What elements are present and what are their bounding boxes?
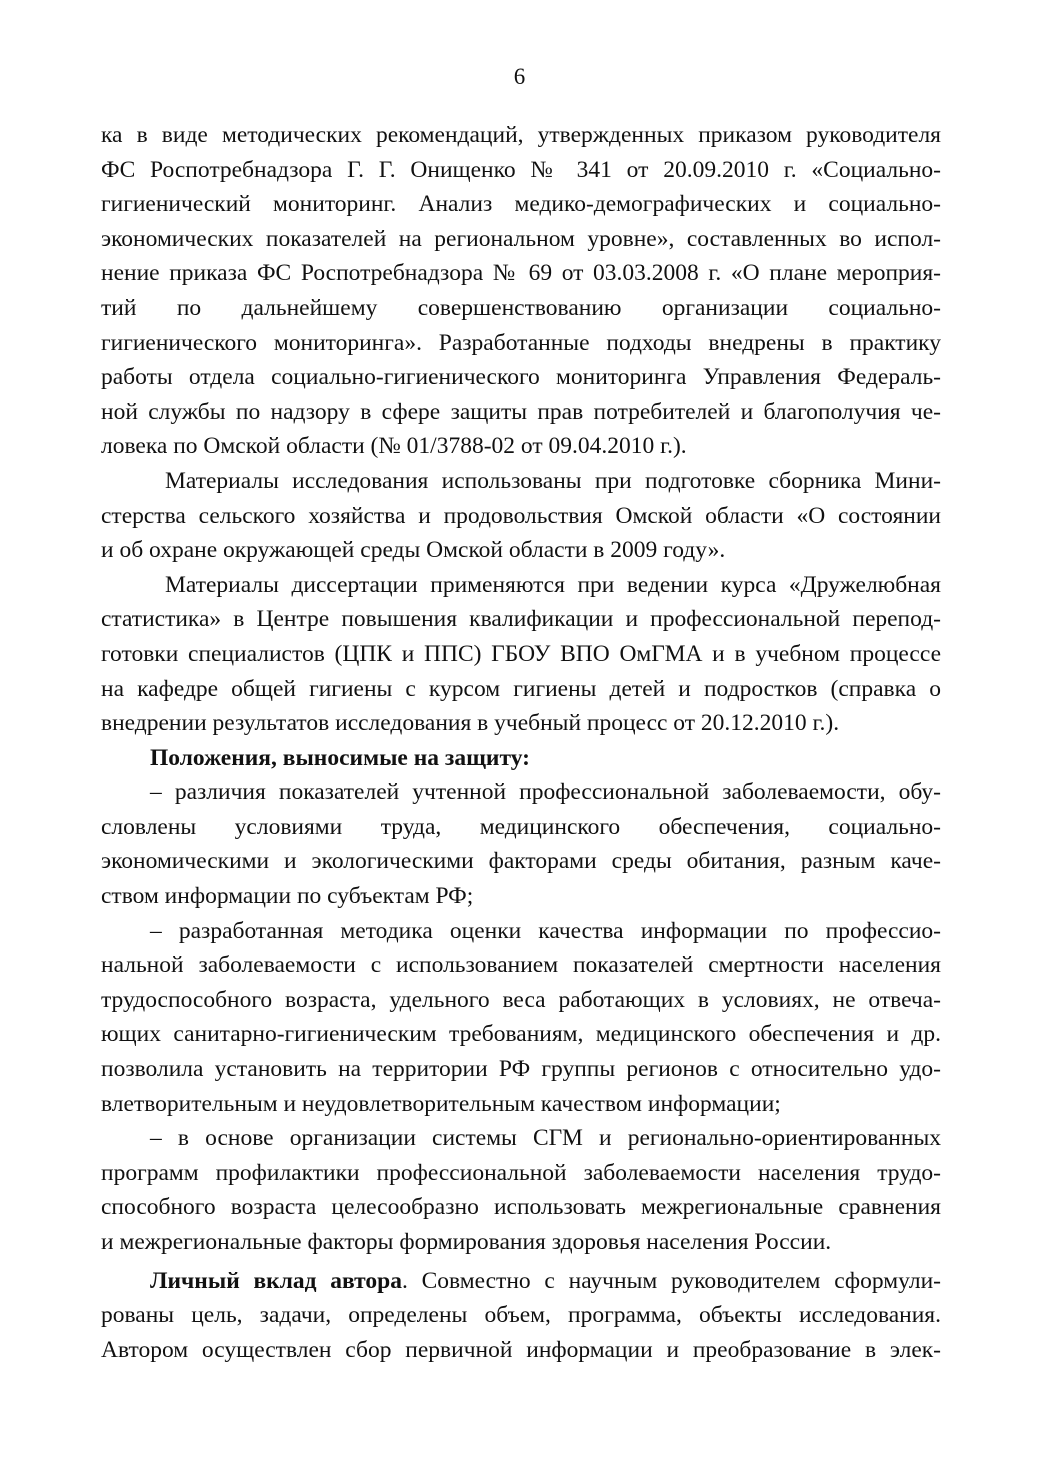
text-line: ной службы по надзору в сфере защиты прав потребителей и благополучия че- (101, 398, 941, 425)
paragraph-dissertation-materials (101, 568, 941, 741)
text-line: Материалы диссертации применяются при ведении курса «Дружелюбная (165, 571, 941, 598)
text-line: ФС Роспотребнадзора Г. Г. Онищенко № 341 от 20.09.2010 г. «Социально- (101, 156, 941, 183)
text-line: экономическими и экологическими факторами среды обитания, разным каче- (101, 848, 941, 875)
text-line: статистика» в Центре повышения квалификации и профессиональной перепод- (101, 606, 941, 633)
text-line (101, 1264, 941, 1299)
text-line: Материалы исследования использованы при подготовке сборника Мини- (165, 467, 941, 494)
page-number: 6 (513, 64, 526, 89)
text-line: способного возраста целесообразно использовать межрегиональные сравнения (101, 1194, 941, 1221)
paragraph-materials-used (101, 464, 941, 568)
contribution-lead-rest: . Совместно с научным руководителем сформули- (401, 1267, 941, 1294)
contribution-lead: Личный вклад автора (150, 1267, 402, 1294)
thesis-item (101, 775, 941, 913)
text-line: нение приказа ФС Роспотребнадзора № 69 от 03.03.2008 г. «О плане мероприя- (101, 260, 941, 287)
text-line: ющих санитарно-гигиеническим требованиям, медицинского обеспечения и др. (101, 1021, 941, 1048)
text-line: гигиенический мониторинг. Анализ медико-демографических и социально- (101, 191, 941, 218)
text-line: Автором осуществлен сбор первичной информации и преобразование в элек- (101, 1336, 941, 1363)
text-line: ка в виде методических рекомендаций, утвержденных приказом руководителя (101, 122, 941, 148)
thesis-item (101, 1121, 941, 1259)
text-line: гигиенического мониторинга». Разработанные подходы внедрены в практику (101, 329, 941, 356)
text-line: готовки специалистов (ЦПК и ППС) ГБОУ ВПО ОмГМА и в учебном процессе (101, 640, 941, 667)
text-line: трудоспособного возраста, удельного веса работающих в условиях, не отвеча- (101, 986, 941, 1013)
text-line: и об охране окружающей среды Омской области в 2009 году». (101, 537, 726, 564)
text-line: стерства сельского хозяйства и продовольствия Омской области «О состоянии (101, 502, 941, 529)
text-line: рованы цель, задачи, определены объем, программа, объекты исследования. (101, 1302, 941, 1329)
document-body (101, 118, 941, 1367)
paragraph-implementation (101, 118, 941, 464)
text-line: словлены условиями труда, медицинского обеспечения, социально- (101, 813, 941, 840)
text-line: тий по дальнейшему совершенствованию организации социально- (101, 294, 941, 321)
text-line: позволила установить на территории РФ группы регионов с относительно удо- (101, 1056, 941, 1083)
text-line: – в основе организации системы СГМ и регионально-ориентированных (150, 1125, 941, 1152)
text-line: – различия показателей учтенной профессиональной заболеваемости, обу- (150, 779, 941, 806)
text-line: программ профилактики профессиональной заболеваемости населения трудо- (101, 1159, 941, 1186)
text-line: ством информации по субъектам РФ; (101, 883, 474, 910)
section-heading: Положения, выносимые на защиту: (150, 744, 530, 771)
text-line: внедрении результатов исследования в учебный процесс от 20.12.2010 г.). (101, 710, 840, 737)
paragraph-personal-contribution (101, 1264, 941, 1368)
text-line: на кафедре общей гигиены с курсом гигиены детей и подростков (справка о (101, 675, 941, 702)
text-line: ловека по Омской области (№ 01/3788-02 от 09.04.2010 г.). (101, 433, 687, 460)
text-line: и межрегиональные факторы формирования здоровья населения России. (101, 1229, 832, 1255)
thesis-item (101, 914, 941, 1122)
text-line: работы отдела социально-гигиенического мониторинга Управления Федераль- (101, 364, 941, 391)
text-line: влетворительным и неудовлетворительным качеством информации; (101, 1090, 781, 1117)
text-line: экономических показателей на региональном уровне», составленных во испол- (101, 225, 941, 252)
text-line: нальной заболеваемости с использованием показателей смертности населения (101, 952, 941, 979)
text-line: – разработанная методика оценки качества информации по профессио- (150, 917, 941, 944)
